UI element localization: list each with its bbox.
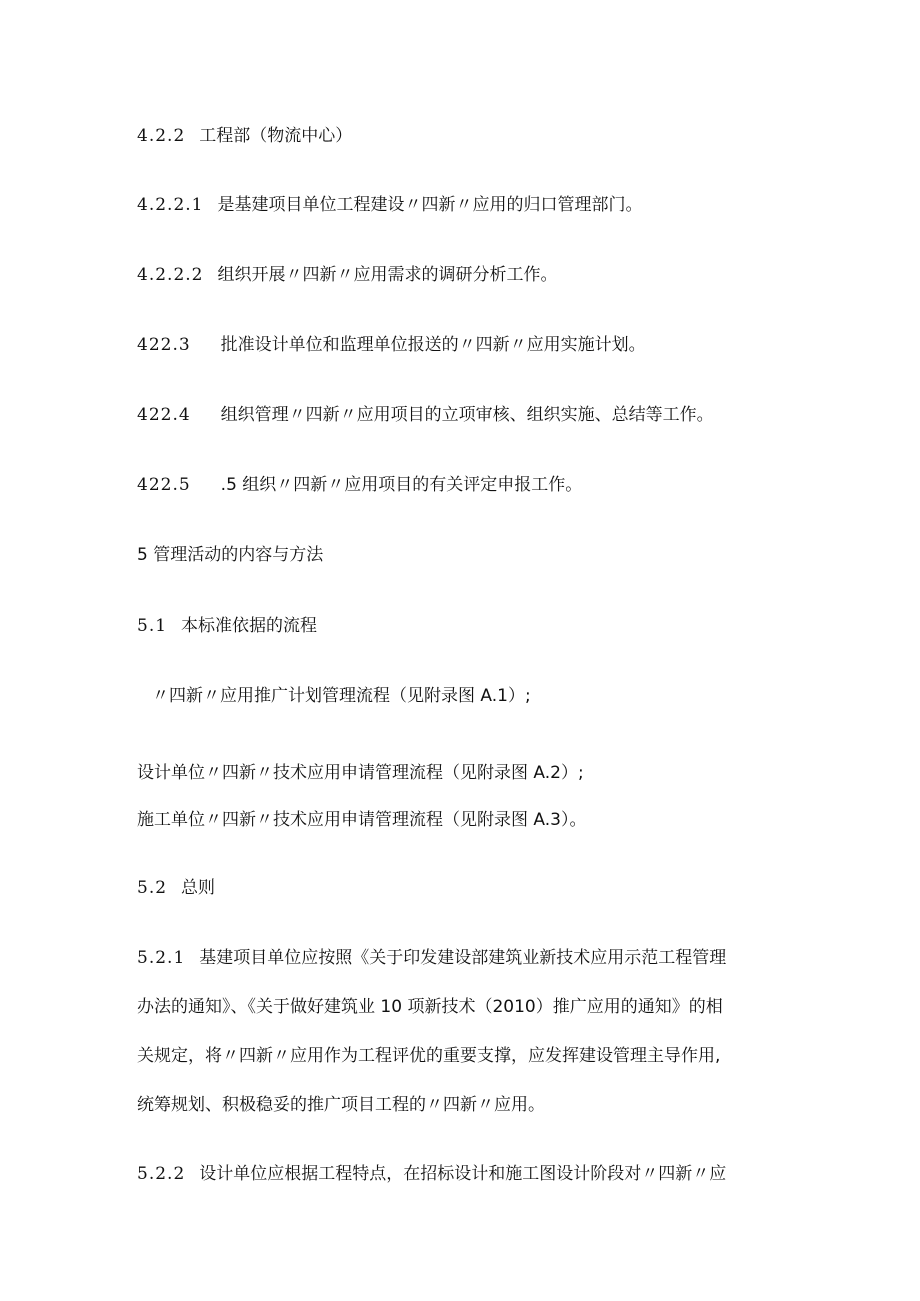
item-text: .5 组织〃四新〃应用项目的有关评定申报工作。: [220, 475, 583, 495]
heading-5-1: [137, 614, 317, 638]
item-number: 4.2.2.2: [137, 265, 204, 285]
item-text: 组织管理〃四新〃应用项目的立项审核、组织实施、总结等工作。: [220, 405, 714, 425]
item-number: 5.2.2: [137, 1164, 186, 1184]
flow-item-1: 〃四新〃应用推广计划管理流程（见附录图 A.1）;: [152, 686, 531, 706]
item-4-2-2-5: [137, 473, 582, 497]
item-text: 组织开展〃四新〃应用需求的调研分析工作。: [217, 265, 558, 285]
section-title: 工程部（物流中心）: [199, 126, 353, 146]
heading-section-5: 5 管理活动的内容与方法: [137, 545, 324, 565]
item-number: 4.2.2.1: [137, 195, 204, 215]
item-4-2-2-3: [137, 333, 646, 357]
item-number: 422.4: [137, 405, 191, 425]
item-text: 批准设计单位和监理单位报送的〃四新〃应用实施计划。: [220, 335, 646, 355]
section-number: 5.1: [137, 616, 168, 636]
para-5-2-1-line-2: 办法的通知》、《关于做好建筑业 10 项新技术（2010）推广应用的通知》的相: [137, 997, 723, 1017]
item-4-2-2-1: [137, 193, 642, 217]
para-5-2-1-line-3: 关规定，将〃四新〃应用作为工程评优的重要支撑，应发挥建设管理主导作用,: [137, 1046, 721, 1066]
para-5-2-2-line-1: [137, 1162, 726, 1186]
item-number: 422.5: [137, 475, 191, 495]
flow-item-3: 施工单位〃四新〃技术应用申请管理流程（见附录图 A.3）。: [137, 810, 587, 830]
para-text: 基建项目单位应按照《关于印发建设部建筑业新技术应用示范工程管理: [199, 948, 727, 968]
heading-5-2: [137, 876, 215, 900]
para-text: 设计单位应根据工程特点，在招标设计和施工图设计阶段对〃四新〃应: [199, 1164, 727, 1184]
item-text: 是基建项目单位工程建设〃四新〃应用的归口管理部门。: [217, 195, 643, 215]
heading-4-2-2: [137, 124, 352, 148]
item-number: 5.2.1: [137, 948, 186, 968]
para-5-2-1-line-1: [137, 946, 726, 970]
item-4-2-2-2: [137, 263, 557, 287]
section-title: 总则: [181, 878, 216, 898]
para-5-2-1-line-4: 统筹规划、积极稳妥的推广项目工程的〃四新〃应用。: [137, 1095, 545, 1115]
item-number: 422.3: [137, 335, 191, 355]
section-number: 4.2.2: [137, 126, 186, 146]
item-4-2-2-4: [137, 403, 714, 427]
section-title: 本标准依据的流程: [181, 616, 318, 636]
flow-item-2: 设计单位〃四新〃技术应用申请管理流程（见附录图 A.2）;: [137, 763, 584, 783]
section-number: 5.2: [137, 878, 168, 898]
